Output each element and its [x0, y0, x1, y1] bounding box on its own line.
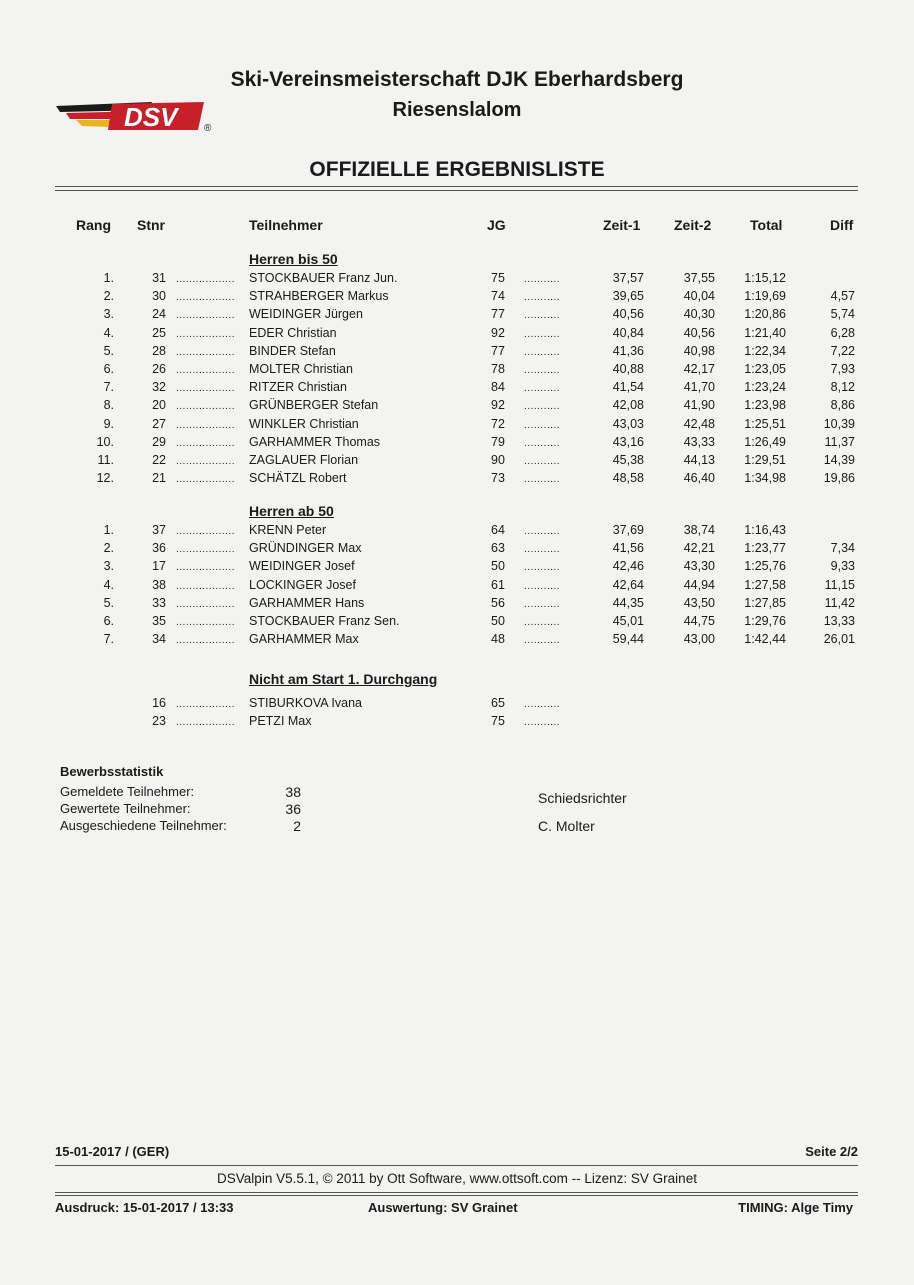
name-cell: STRAHBERGER Markus [249, 289, 389, 304]
rank-cell: 4. [103, 577, 114, 592]
stat-label: Gewertete Teilnehmer: [60, 801, 191, 816]
leader-dots: .................. [176, 419, 236, 431]
run1-cell: 43,16 [612, 434, 644, 449]
dns-title: Nicht am Start 1. Durchgang [249, 671, 438, 687]
leader-dots: ........... [524, 526, 561, 537]
diff-cell: 11,15 [824, 577, 855, 592]
run1-cell: 37,57 [612, 271, 644, 285]
table-row [0, 714, 914, 732]
stats-title: Bewerbsstatistik [60, 764, 164, 779]
table-row [0, 362, 914, 380]
table-row [0, 289, 914, 307]
rank-cell: 10. [96, 434, 114, 449]
rank-cell: 6. [103, 362, 114, 376]
table-row [0, 435, 914, 453]
col-teilnehmer: Teilnehmer [249, 217, 323, 233]
total-cell: 1:23,24 [744, 380, 786, 395]
bib-cell: 37 [152, 523, 166, 537]
bib-cell: 28 [152, 343, 166, 358]
name-cell: SCHÄTZL Robert [249, 471, 347, 486]
run2-cell: 43,30 [683, 559, 715, 574]
bib-cell: 23 [152, 714, 166, 729]
leader-dots: .................. [176, 635, 236, 647]
rank-cell: 4. [103, 325, 114, 340]
table-row [0, 614, 914, 632]
table-row [0, 559, 914, 577]
bib-cell: 20 [152, 398, 166, 413]
name-cell: BINDER Stefan [249, 343, 336, 358]
bib-cell: 33 [152, 595, 166, 610]
name-cell: WEIDINGER Jürgen [249, 307, 363, 322]
table-row [0, 541, 914, 559]
run2-cell: 41,70 [683, 380, 715, 395]
run2-cell: 43,50 [683, 595, 715, 610]
run2-cell: 43,33 [683, 434, 715, 449]
bib-cell: 36 [152, 541, 166, 556]
table-row [0, 417, 914, 435]
leader-dots: ........... [524, 292, 561, 304]
judge-name: C. Molter [538, 818, 595, 834]
leader-dots: ........... [524, 328, 561, 340]
total-cell: 1:25,76 [744, 559, 786, 574]
table-row [0, 453, 914, 471]
bib-cell: 35 [152, 614, 166, 628]
col-rang: Rang [76, 217, 111, 233]
name-cell: PETZI Max [249, 714, 312, 729]
year-cell: 72 [491, 416, 505, 431]
leader-dots: .................. [176, 310, 236, 322]
name-cell: LOCKINGER Josef [249, 577, 356, 592]
year-cell: 64 [491, 523, 505, 537]
rank-cell: 6. [103, 614, 114, 628]
run1-cell: 42,08 [612, 398, 644, 413]
run1-cell: 42,46 [612, 559, 644, 574]
table-row [0, 271, 914, 289]
bib-cell: 25 [152, 325, 166, 340]
year-cell: 92 [491, 398, 505, 413]
leader-dots: .................. [176, 346, 236, 358]
footer-timing: TIMING: Alge Timy [738, 1200, 853, 1215]
name-cell: GARHAMMER Thomas [249, 434, 381, 449]
logo-registered: ® [204, 123, 212, 134]
rank-cell: 7. [103, 380, 114, 395]
table-row [0, 523, 914, 541]
name-cell: GRÜNBERGER Stefan [249, 398, 379, 413]
diff-cell: 6,28 [830, 325, 855, 340]
discipline-title: Riesenslalom [392, 99, 522, 121]
total-cell: 1:27,58 [744, 577, 786, 592]
total-cell: 1:25,51 [744, 416, 786, 431]
divider [55, 1195, 858, 1196]
leader-dots: ........... [524, 383, 561, 395]
name-cell: RITZER Christian [249, 380, 347, 395]
name-cell: ZAGLAUER Florian [249, 453, 359, 467]
year-cell: 90 [491, 453, 505, 467]
logo-text: DSV [124, 102, 178, 132]
stat-value: 38 [285, 784, 301, 800]
leader-dots: .................. [176, 365, 236, 376]
diff-cell: 13,33 [823, 614, 855, 628]
leader-dots: ........... [524, 346, 561, 358]
table-row [0, 307, 914, 325]
col-zeit2: Zeit-2 [674, 217, 712, 233]
year-cell: 77 [491, 307, 505, 322]
year-cell: 73 [491, 471, 505, 486]
leader-dots: .................. [176, 328, 236, 340]
year-cell: 50 [491, 559, 505, 574]
diff-cell: 5,74 [830, 307, 855, 322]
run2-cell: 40,56 [683, 325, 715, 340]
name-cell: STIBURKOVA Ivana [249, 696, 363, 710]
stat-label: Ausgeschiedene Teilnehmer: [60, 818, 227, 833]
year-cell: 50 [491, 614, 505, 628]
rank-cell: 3. [103, 559, 114, 574]
leader-dots: .................. [176, 580, 236, 592]
year-cell: 78 [491, 362, 505, 376]
run2-cell: 44,94 [683, 577, 715, 592]
leader-dots: .................. [176, 274, 236, 285]
diff-cell: 14,39 [823, 453, 855, 467]
leader-dots: ........... [524, 580, 561, 592]
name-cell: GRÜNDINGER Max [249, 541, 362, 556]
event-title: Ski-Vereinsmeisterschaft DJK Eberhardsberg [230, 68, 684, 91]
name-cell: GARHAMMER Hans [249, 595, 365, 610]
year-cell: 63 [491, 541, 505, 556]
bib-cell: 29 [152, 434, 166, 449]
total-cell: 1:23,05 [744, 362, 786, 376]
total-cell: 1:21,40 [744, 325, 786, 340]
footer-date: 15-01-2017 / (GER) [55, 1144, 170, 1159]
run1-cell: 48,58 [612, 471, 644, 486]
rank-cell: 2. [103, 541, 114, 556]
name-cell: EDER Christian [249, 325, 337, 340]
group-title: Herren bis 50 [249, 251, 338, 267]
name-cell: KRENN Peter [249, 523, 327, 537]
run2-cell: 43,00 [683, 632, 715, 647]
run2-cell: 41,90 [683, 398, 715, 413]
leader-dots: ........... [524, 437, 561, 449]
run2-cell: 46,40 [683, 471, 715, 486]
total-cell: 1:23,77 [744, 541, 786, 556]
run1-cell: 43,03 [612, 416, 644, 431]
run2-cell: 38,74 [683, 523, 715, 537]
leader-dots: .................. [176, 437, 236, 449]
table-row [0, 344, 914, 362]
run1-cell: 42,64 [612, 577, 644, 592]
year-cell: 65 [491, 696, 505, 710]
leader-dots: .................. [176, 544, 236, 556]
year-cell: 79 [491, 434, 505, 449]
run1-cell: 45,38 [612, 453, 644, 467]
diff-cell: 7,22 [830, 343, 855, 358]
run2-cell: 44,75 [683, 614, 715, 628]
year-cell: 75 [491, 714, 505, 729]
diff-cell: 19,86 [823, 471, 855, 486]
leader-dots: .................. [176, 717, 236, 729]
leader-dots: .................. [176, 456, 236, 467]
diff-cell: 4,57 [830, 289, 855, 304]
run2-cell: 42,17 [683, 362, 715, 376]
leader-dots: .................. [176, 526, 236, 537]
run2-cell: 40,98 [683, 343, 715, 358]
leader-dots: .................. [176, 617, 236, 628]
table-row [0, 696, 914, 714]
total-cell: 1:23,98 [744, 398, 786, 413]
rank-cell: 9. [103, 416, 114, 431]
year-cell: 74 [491, 289, 505, 304]
rank-cell: 2. [103, 289, 114, 304]
bib-cell: 38 [152, 577, 166, 592]
run1-cell: 45,01 [612, 614, 644, 628]
name-cell: WINKLER Christian [249, 416, 359, 431]
total-cell: 1:20,86 [744, 307, 786, 322]
rank-cell: 8. [103, 398, 114, 413]
table-row [0, 326, 914, 344]
bib-cell: 21 [152, 471, 166, 486]
year-cell: 84 [491, 380, 505, 395]
total-cell: 1:22,34 [744, 343, 786, 358]
run1-cell: 41,54 [612, 380, 644, 395]
leader-dots: ........... [524, 474, 561, 486]
run1-cell: 41,56 [612, 541, 644, 556]
year-cell: 75 [491, 271, 505, 285]
divider [55, 186, 858, 187]
total-cell: 1:19,69 [744, 289, 786, 304]
run2-cell: 42,21 [683, 541, 715, 556]
diff-cell: 7,93 [830, 362, 855, 376]
name-cell: STOCKBAUER Franz Sen. [249, 614, 400, 628]
judge-label: Schiedsrichter [538, 790, 627, 806]
total-cell: 1:16,43 [744, 523, 786, 537]
total-cell: 1:29,51 [744, 453, 786, 467]
leader-dots: .................. [176, 383, 236, 395]
rank-cell: 12. [96, 471, 114, 486]
leader-dots: .................. [176, 292, 236, 304]
leader-dots: ........... [524, 544, 561, 556]
leader-dots: ........... [524, 617, 561, 628]
total-cell: 1:15,12 [744, 271, 786, 285]
stat-value: 36 [285, 801, 301, 817]
leader-dots: .................. [176, 474, 236, 486]
run1-cell: 40,88 [612, 362, 644, 376]
list-title: OFFIZIELLE ERGEBNISLISTE [309, 158, 605, 181]
diff-cell: 11,42 [824, 595, 855, 610]
name-cell: WEIDINGER Josef [249, 559, 355, 574]
bib-cell: 31 [152, 271, 166, 285]
total-cell: 1:26,49 [744, 434, 786, 449]
divider [55, 1192, 858, 1193]
rank-cell: 1. [103, 271, 114, 285]
leader-dots: ........... [524, 717, 561, 729]
table-row [0, 471, 914, 489]
footer-software: DSValpin V5.5.1, © 2011 by Ott Software, www.ottsoft.com -- Lizenz: SV Grainet [217, 1171, 697, 1186]
total-cell: 1:27,85 [744, 595, 786, 610]
bib-cell: 22 [152, 453, 166, 467]
total-cell: 1:34,98 [744, 471, 786, 486]
table-row [0, 578, 914, 596]
diff-cell: 11,37 [824, 434, 855, 449]
leader-dots: .................. [176, 562, 236, 574]
run1-cell: 40,84 [612, 325, 644, 340]
bib-cell: 32 [152, 380, 166, 395]
run1-cell: 59,44 [612, 632, 644, 647]
leader-dots: ........... [524, 365, 561, 376]
col-stnr: Stnr [137, 217, 165, 233]
total-cell: 1:42,44 [744, 632, 786, 647]
divider [55, 190, 858, 191]
run1-cell: 44,35 [612, 595, 644, 610]
leader-dots: ........... [524, 401, 561, 413]
rank-cell: 5. [103, 595, 114, 610]
year-cell: 77 [491, 343, 505, 358]
leader-dots: ........... [524, 419, 561, 431]
diff-cell: 7,34 [830, 541, 855, 556]
rank-cell: 1. [103, 523, 114, 537]
bib-cell: 34 [152, 632, 166, 647]
leader-dots: .................. [176, 699, 236, 710]
table-row [0, 596, 914, 614]
diff-cell: 8,12 [830, 380, 855, 395]
rank-cell: 3. [103, 307, 114, 322]
leader-dots: ........... [524, 699, 561, 710]
divider [55, 1165, 858, 1166]
name-cell: GARHAMMER Max [249, 632, 359, 647]
name-cell: MOLTER Christian [249, 362, 353, 376]
year-cell: 61 [491, 577, 505, 592]
stat-value: 2 [293, 818, 301, 834]
col-zeit1: Zeit-1 [603, 217, 641, 233]
leader-dots: .................. [176, 598, 236, 610]
bib-cell: 26 [152, 362, 166, 376]
run2-cell: 40,04 [683, 289, 715, 304]
run2-cell: 40,30 [683, 307, 715, 322]
rank-cell: 11. [97, 453, 114, 467]
run2-cell: 44,13 [683, 453, 715, 467]
run1-cell: 39,65 [612, 289, 644, 304]
leader-dots: ........... [524, 310, 561, 322]
diff-cell: 9,33 [830, 559, 855, 574]
year-cell: 56 [491, 595, 505, 610]
bib-cell: 16 [152, 696, 166, 710]
leader-dots: ........... [524, 598, 561, 610]
diff-cell: 10,39 [823, 416, 855, 431]
total-cell: 1:29,76 [744, 614, 786, 628]
year-cell: 48 [491, 632, 505, 647]
leader-dots: ........... [524, 635, 561, 647]
bib-cell: 24 [152, 307, 166, 322]
col-jg: JG [487, 217, 506, 233]
bib-cell: 30 [152, 289, 166, 304]
run1-cell: 41,36 [612, 343, 644, 358]
year-cell: 92 [491, 325, 505, 340]
stat-label: Gemeldete Teilnehmer: [60, 784, 195, 799]
name-cell: STOCKBAUER Franz Jun. [249, 271, 398, 285]
leader-dots: .................. [176, 401, 236, 413]
bib-cell: 27 [152, 416, 166, 431]
diff-cell: 26,01 [823, 632, 855, 647]
diff-cell: 8,86 [830, 398, 855, 413]
run1-cell: 40,56 [612, 307, 644, 322]
leader-dots: ........... [524, 562, 561, 574]
leader-dots: ........... [524, 456, 561, 467]
group-title: Herren ab 50 [249, 503, 334, 519]
rank-cell: 7. [103, 632, 114, 647]
table-row [0, 632, 914, 650]
run2-cell: 37,55 [683, 271, 715, 285]
run1-cell: 37,69 [612, 523, 644, 537]
table-row [0, 398, 914, 416]
footer-printed: Ausdruck: 15-01-2017 / 13:33 [55, 1200, 234, 1215]
bib-cell: 17 [152, 559, 166, 574]
footer-evaluation: Auswertung: SV Grainet [368, 1200, 518, 1215]
rank-cell: 5. [103, 343, 114, 358]
leader-dots: ........... [524, 274, 561, 285]
col-total: Total [750, 217, 783, 233]
col-diff: Diff [830, 217, 854, 233]
run2-cell: 42,48 [683, 416, 715, 431]
table-row [0, 380, 914, 398]
footer-page: Seite 2/2 [805, 1144, 858, 1159]
